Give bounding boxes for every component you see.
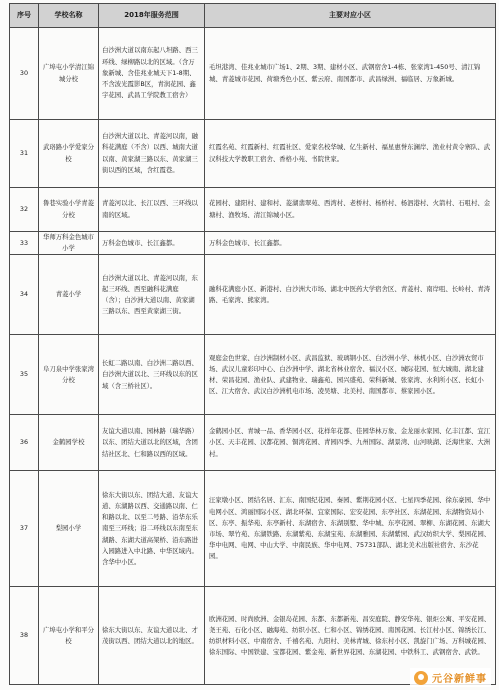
service-range: 白沙洲大道以北、青菱河以南，东起三环线、西至融科花满庭（含）；白沙洲大道以南、黄家湖三路以东、西至黄家湖三街。 (99, 255, 205, 335)
communities: 红霞名苑、红霞新村、红霞社区、爱家名校华城、亿生新村、福星惠誉东澜岸、渔业村黄令寨队、武汉科技大学教职工宿舍、香格小苑、书院世家。 (205, 120, 496, 188)
row-number: 33 (10, 232, 39, 255)
row-number: 34 (10, 255, 39, 335)
header-school-name: 学校名称 (39, 4, 99, 28)
school-name: 华师万科金色城市小学 (39, 232, 99, 255)
school-name: 武珞路小学爱家分校 (39, 120, 99, 188)
service-range: 青菱河以北、长江以西、三环线以南的区域。 (99, 188, 205, 232)
table-row (10, 255, 496, 335)
service-range: 白沙洲大道以北、青菱河以南，融科花满庭（不含）以西、城南大道以南、黄家湖三路以东、黄家湖三街以西的区域，含红霞巷。 (99, 120, 205, 188)
header-communities: 主要对应小区 (205, 4, 496, 28)
table-row (10, 415, 496, 471)
school-name: 广埠屯小学清江锦城分校 (39, 28, 99, 120)
service-range: 徐东大街以东、团结大道、友谊大道、东湖路以西、交通路以南、仁和路以北、以至二号路、沿华东乐南至三环线；沿二环线以东南至东湖路、东湖大道高架桥、沿东路进入园路进入中北路、中华区域内。含华中小区。 (99, 471, 205, 587)
service-range: 白沙洲大道以南东起八坦路、西三环线、绿柳路以北的区域。（含万象新城、含佳兆业城天下1-8期、不含波光霞影B区，青润花园、鑫宇花园、武昌工学院教工宿舍） (99, 28, 205, 120)
communities: 毛坦港湾、佳兆业城市广场1、2期、3期、建材小区、武钢宿舍1-4栋、张家湾1-450号、清江锦城、青菱城市花园、荷塘秀色小区、紫云府、南国都市、武昌绿洲、福临居、万象新城。 (205, 28, 496, 120)
watermark-text: 元谷新鲜事 (432, 674, 487, 685)
communities: 观庭金色世家、白沙洲制材小区、武昌监狱、玻璃钢小区、白沙洲小学、林机小区、白沙洲农贸市场、武汉儿童彩印中心、白沙洲中学、湖北省林业宿舍、福汉小区、城际花园、恒大城南、湖北建材、荣昌花园、渔业队、武建物业、瑞鑫苑、园兴盛苑、荣科新城、张家湾、水利所小区、长虹小区、江大宿舍、武汉白沙洲机电市场、凌吴塘、北美村、南国都市、蔡家园小区。 (205, 335, 496, 415)
table-row (10, 120, 496, 188)
table-header-row (10, 4, 496, 28)
school-name: 阜刀泉中学张家湾分校 (39, 335, 99, 415)
table-row (10, 335, 496, 415)
school-name: 金鹤园学校 (39, 415, 99, 471)
communities: 融科花满庭小区、新港村、白沙洲大市场、湖北中医药大学宿舍区、青菱村、南岸咀、长岭村、青涛路、毛家湾、熊家湾。 (205, 255, 496, 335)
table-row (10, 188, 496, 232)
communities: 金鹤园小区、青城一品、香华园小区、花样年花都、佳园华林万象、金龙丽水家园、亿丰江都、宜江小区、天丰花园、汉都花园、铜湾花园、青园四季、九州国际、湖景湾、山河映湖、泛海世家、大洲村。 (205, 415, 496, 471)
row-number: 30 (10, 28, 39, 120)
school-name: 青菱小学 (39, 255, 99, 335)
communities: 万科金色城市、长江鑫都。 (205, 232, 496, 255)
row-number: 36 (10, 415, 39, 471)
table-row (10, 232, 496, 255)
service-range: 万科金色城市、长江鑫都。 (99, 232, 205, 255)
communities: 欧洲花园、时尚欧洲、金银岛花园、东都、东都新苑、昌安庭院、静安华苑、银炬公寓、平安花园、尧王苑、石化小区、融海苑、纺织小区、仁和小区、锦绣花园、南国花园、长江村小区、锦绣长江、纺织材料小区、中南宿舍、千禧名苑、九阳村、美林青城、徐东村小区、凯旋门广场、万科城花园、徐东国际、中国铁建、宝都花园、紫金苑、新世界花园、东湖花园、中铁科工、武钢宿舍、武铁。 (205, 587, 496, 685)
school-name: 梨园小学 (39, 471, 99, 587)
account-watermark (410, 668, 491, 687)
row-number: 35 (10, 335, 39, 415)
communities: 汪家墩小区、团结名居、汇东、南国纪花园、秦园、紫荆花园小区、七星四季花园、徐东豪园、华中电网小区、鸿丽国际小区、湖北环保、宜家国际、宏安花园、东亭社区、东湖花园、东湖物资局小区、东亭、振华苑、东亭新村、东湖宿舍、东湖别墅、华中城、东亭花园、翠柳、东湖花园、东湖大市场、翠竹苑、东湖铁路、东湖紫苑、东湖宝苑、东湖雅园、东湖紫园、武汉纺织大学、梨园花园、华中电网、电网、中山大学、中南民族、华中电网、75731部队、湖北美术出版社宿舍、东沙花园。 (205, 471, 496, 587)
row-number: 32 (10, 188, 39, 232)
row-number: 31 (10, 120, 39, 188)
table-row (10, 28, 496, 120)
row-number: 38 (10, 587, 39, 685)
table-row (10, 471, 496, 587)
school-name: 鲁巷实验小学青菱分校 (39, 188, 99, 232)
communities: 花园村、建阳村、建和村、菱湖翡翠苑、西湾村、老桥村、杨桥村、杨泗港村、火箭村、石咀村、金塘村、渔牧场、清江锦城小区。 (205, 188, 496, 232)
service-range: 长虹二路以南、白沙洲二路以西、白沙洲大道以北、三环线以东的区域（含三桥社区）。 (99, 335, 205, 415)
row-number: 37 (10, 471, 39, 587)
service-range: 徐东大街以东、友谊大道以北、才茂街以西、团结大道以北的地区。 (99, 587, 205, 685)
school-district-table (9, 3, 496, 685)
header-service-range: 2018年服务范围 (99, 4, 205, 28)
header-number: 序号 (10, 4, 39, 28)
wechat-account-icon (414, 671, 428, 685)
school-name: 广埠屯小学和平分校 (39, 587, 99, 685)
service-range: 友谊大道以南、园林路（瑞华路）以东、团结大道以北的区域，含团结社区北、仁和路以西的区域。 (99, 415, 205, 471)
